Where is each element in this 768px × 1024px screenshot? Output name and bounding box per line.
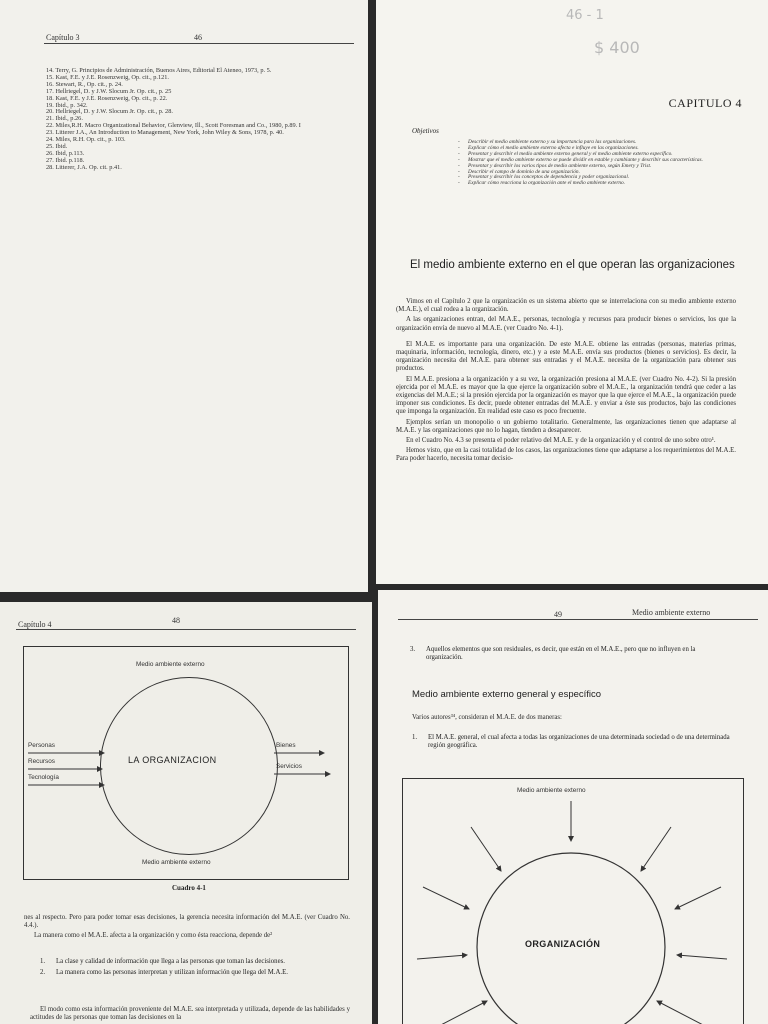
page-48	[0, 602, 372, 1024]
objective-item: - Mostrar que el medio ambiente externo se puede dividir en estable y cambiante y describir sus características.	[458, 158, 758, 164]
mae-types-list	[412, 734, 732, 753]
section-title: El medio ambiente externo en el que operan las organizaciones	[410, 259, 735, 271]
objective-item: - Explicar cómo reacciona la organización ante el medio ambiente externo.	[458, 181, 758, 187]
list-item: 2. La manera como las personas interpretan y utilizan información que llega del M.A.E.	[40, 969, 288, 977]
page-number: 46	[194, 33, 202, 42]
header-rule	[398, 619, 758, 620]
chapter-title: CAPITULO 4	[668, 96, 742, 110]
paragraph: El modo como esta información proveniente del M.A.E. sea interpretada y utilizada, depende de las habilidades y actitudes de las personas que toman las decisiones en la	[30, 1006, 350, 1022]
page-47	[376, 0, 768, 584]
page-number: 48	[172, 616, 180, 625]
paragraph: El M.A.E. es importante para una organización. De este M.A.E. obtiene las entradas (personas, materias primas, maquinaria, información, tecnología, dinero, etc.) y a este M.A.E. envía sus productos (bienes o servicios). Es decir, la organización necesita del M.A.E. para obtener sus entradas y el M.A.E. necesita de la organización para obtener sus productos.	[396, 340, 736, 373]
figure-caption: Cuadro 4-1	[172, 884, 206, 892]
list-item: 1. La clase y calidad de información que llega a las personas que toman las decisiones.	[40, 958, 285, 965]
reference-item: 25. Ibid.	[46, 142, 68, 150]
reference-item: 19. Ibid., p. 342.	[46, 101, 88, 109]
diagram-organization-pressures	[402, 778, 744, 1024]
reference-item: 28. Litterer, J.A. Op. cit. p.41.	[46, 163, 122, 171]
arrow-icon	[677, 955, 727, 959]
input-arrows	[28, 753, 104, 785]
reference-item: 24. Miles, R.H. Op. cit., p. 103.	[46, 136, 126, 144]
paragraph: La manera como el M.A.E. afecta a la organización y como ésta reacciona, depende de²	[34, 932, 273, 940]
output-label: Bienes	[276, 742, 296, 749]
arrow-icon	[657, 1001, 707, 1024]
arrow-icon	[641, 827, 671, 871]
body-text-tail	[30, 1006, 350, 1024]
paragraph: A las organizaciones entran, del M.A.E., personas, tecnología y recursos para producir bienes o servicios, los que la organización envía de nuevo al M.A.E. (ver Cuadro No. 4-1).	[396, 316, 736, 332]
running-head: Medio ambiente externo	[632, 608, 711, 617]
body-text	[396, 298, 736, 466]
list-item: 1. El M.A.E. general, el cual afecta a todas las organizaciones de una determinada sociedad o de una determinada región geográfica.	[412, 734, 730, 750]
organization-label: LA ORGANIZACION	[128, 755, 217, 765]
paragraph: Hemos visto, que en la casi totalidad de los casos, las organizaciones tiene que adaptarse a los requerimientos del M.A.E. Para poder hacerlo, necesita tomar decisio-	[396, 447, 736, 463]
reference-item: 17. Hellriegel, D. y J.W. Slocum Jr. Op. cit., p. 25	[46, 87, 172, 95]
section-title: Medio ambiente externo general y específico	[412, 689, 602, 700]
reference-item: 16. Stewart, R., Op. cit., p. 24.	[46, 80, 123, 88]
header-rule	[44, 43, 354, 44]
body-text	[24, 914, 350, 943]
arrow-icon	[675, 887, 721, 909]
reference-item: 27. Ibid. p.118.	[46, 156, 85, 164]
diagram-cuadro-4-1	[23, 646, 349, 880]
arrow-icon	[417, 955, 467, 959]
arrow-icon	[471, 827, 501, 871]
diagram-bottom-label: Medio ambiente externo	[142, 859, 211, 866]
reference-item: 18. Kast, F.E. y J.E. Rosenzweig, Op. cit., p. 22.	[46, 94, 168, 102]
objectives-list	[458, 140, 758, 187]
header-rule	[16, 629, 356, 630]
reference-item: 21. Ibid., p.26.	[46, 115, 83, 123]
page-number: 49	[554, 610, 562, 619]
arrow-icon	[437, 1001, 487, 1024]
objective-item: - Presentar y describir el medio ambiente externo general y el medio ambiente externo específico.	[458, 152, 758, 158]
list-top	[410, 646, 730, 665]
handwritten-note: 46 - 1	[566, 8, 604, 23]
reference-item: 26. Ibid, p.113.	[46, 149, 85, 157]
reference-item: 15. Kast, F.E. y J.E. Rosenzweig, Op. cit., p.121.	[46, 73, 169, 81]
diagram-arrows	[24, 647, 348, 879]
output-label: Servicios	[276, 763, 302, 770]
input-label: Recursos	[28, 758, 55, 765]
paragraph: Ejemplos serían un monopolio o un gobierno totalitario. Generalmente, las organizaciones tienen que adaptarse al M.A.E. y las organizaciones que no lo hagan, tienden a desaparecer.	[396, 418, 736, 434]
arrow-icon	[423, 887, 469, 909]
objective-item: - Presentar y describir los conceptos de dependencia y poder organizacional.	[458, 175, 758, 181]
output-arrows	[274, 753, 330, 774]
objective-item: - Describir el medio ambiente externo y su importancia para las organizaciones.	[458, 140, 758, 146]
reference-item: 14. Terry, G. Principios de Administración, Buenos Aires, Editorial El Ateneo, 1973, p. 5.	[46, 67, 272, 74]
list-item: 3. Aquellos elementos que son residuales, es decir, que están en el M.A.E., pero que no influyen en la organización.	[410, 646, 696, 662]
handwritten-price: $ 400	[594, 38, 640, 57]
paragraph: Varios autores³⁴, consideran el M.A.E. de dos maneras:	[412, 714, 562, 721]
diagram-top-label: Medio ambiente externo	[136, 661, 205, 668]
factors-list	[40, 958, 350, 980]
input-label: Personas	[28, 742, 55, 749]
paragraph: Vimos en el Capítulo 2 que la organización es un sistema abierto que se interrelaciona con su medio ambiente externo (M.A.E.), el cual rodea a la organización.	[396, 298, 736, 314]
paragraph: En el Cuadro No. 4.3 se presenta el poder relativo del M.A.E. y de la organización y el control de uno sobre otro¹.	[406, 437, 716, 445]
running-head: Capítulo 3	[46, 33, 80, 42]
page-46	[0, 0, 368, 592]
objective-item: - Presentar y describir los varios tipos de medio ambiente externo, según Emery y Trist.	[458, 164, 758, 170]
paragraph: El M.A.E. presiona a la organización y a su vez, la organización presiona al M.A.E. (ver Cuadro No. 4-2). Si la presión ejercida por el M.A.E. es mayor que la que ejerce la organización sobre el M.A.E., la organización tendrá que ceder a las exigencias del M.A.E.; si la presión ejercida por la organización es mayor que la que ejerce el M.A.E., la organización puede imponer sus condiciones. Es decir, puede obtener entradas del M.A.E. y enviar a éste sus productos, bajo las condiciones que imponga la organización. En realidad este caso es poco frecuente.	[396, 375, 736, 416]
objective-item: - Describir el campo de dominio de una organización.	[458, 170, 758, 176]
objectives-title: Objetivos	[412, 127, 439, 135]
organization-label: ORGANIZACIÓN	[525, 939, 601, 949]
reference-item: 23. Litterer J.A., An Introduction to Management, New York, John Wiley & Sons, 1978, p. 40.	[46, 129, 284, 137]
reference-item: 22. Miles,R.H. Macro Organizational Behavior, Glenview, Ill., Scott Foresman and Co., 1980, p.89. I	[46, 122, 301, 130]
reference-item: 20. Hellriegel, D. y J.W. Slocum Jr. Op. cit., p. 28.	[46, 108, 173, 116]
references-list	[46, 68, 346, 172]
paragraph: nes al respecto. Pero para poder tomar esas decisiones, la gerencia necesita información del M.A.E. (ver Cuadro No. 4.4.).	[24, 914, 350, 930]
input-label: Tecnología	[28, 774, 59, 781]
diagram-arrows	[403, 779, 743, 1024]
diagram-top-label: Medio ambiente externo	[517, 787, 586, 794]
intro-text	[412, 714, 742, 724]
page-49	[378, 590, 768, 1024]
objective-item: - Explicar cómo el medio ambiente externo afecta e influye en las organizaciones.	[458, 146, 758, 152]
running-head: Capítulo 4	[18, 620, 52, 629]
